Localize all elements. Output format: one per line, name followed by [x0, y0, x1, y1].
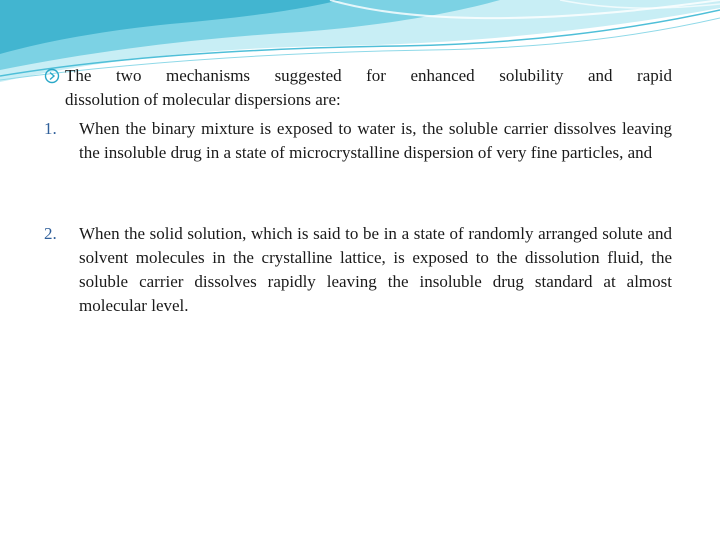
intro-paragraph [44, 64, 672, 112]
intro-line-1: The two mechanisms suggested for enhanced solubility and rapid [65, 66, 672, 85]
list-item-number: 2. [44, 224, 57, 243]
list-item-text: When the solid solution, which is said to be in a state of randomly arranged solute and solvent molecules in the crystalline lattice, is exposed to the dissolution fluid, the soluble carrier dissolves rapidly leaving the insoluble drug standard at almost molecular level. [79, 224, 672, 315]
intro-line-2: dissolution of molecular dispersions are: [65, 90, 341, 109]
bullet-icon [44, 68, 60, 84]
list-item [44, 222, 672, 318]
list-item-text: When the binary mixture is exposed to water is, the soluble carrier dissolves leaving the insoluble drug in a state of microcrystalline dispersion of very fine particles, and [79, 119, 672, 162]
list-item-number: 1. [44, 119, 57, 138]
list-item [44, 117, 672, 165]
